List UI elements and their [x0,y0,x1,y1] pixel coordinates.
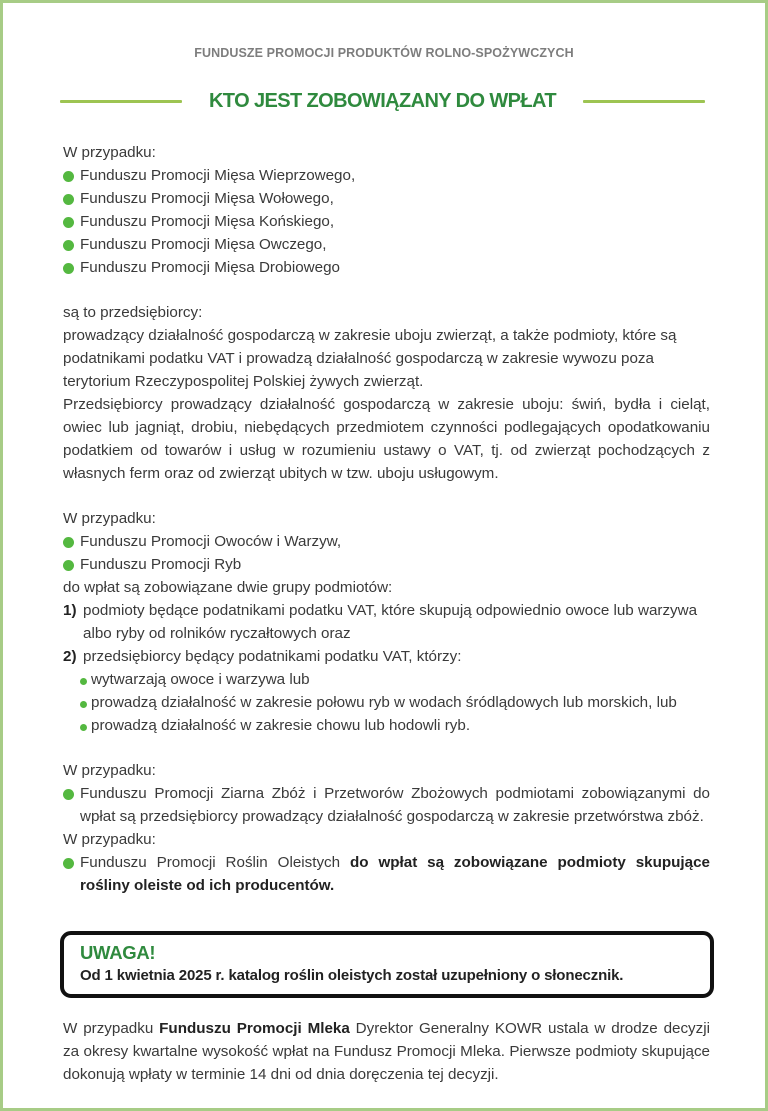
sub-item-text: prowadzą działalność w zakresie połowu ryb w wodach śródlądowych lub morskich, lub [91,694,677,711]
item-text: podmioty będące podatnikami podatku VAT, które skupują odpowiednio owoce lub warzywa albo ryby od rolników ryczałtowych oraz [83,602,698,642]
bullet-icon [63,858,74,869]
title-row [60,90,705,113]
bullet-icon [63,171,74,182]
milk-text: Dyrektor Generalny KOWR ustala w drodze decyzji za okresy kwartalne wysokość wpłat na Fundusz Promocji Mleka. Pierwsze podmioty skupujące dokonują wpłaty w terminie 14 dni od dnia doręczenia tej decyzji. [63,1020,710,1083]
numbered-item [63,599,710,645]
sub-list-item [63,714,710,737]
list-item [63,782,710,828]
title-rule-right [583,100,705,103]
list-item [63,530,710,553]
bullet-icon [63,240,74,251]
fund-name: Funduszu Promocji Mięsa Wołowego, [80,190,334,207]
list-item [63,233,710,256]
bullet-icon [63,537,74,548]
bullet-icon [63,789,74,800]
main-content [63,141,710,897]
bullet-icon [63,560,74,571]
section-grain-fund [63,759,710,828]
section-intro: W przypadku: [63,762,156,779]
notice-title: UWAGA! [80,942,156,963]
list-item [63,553,710,576]
notice-text: Od 1 kwietnia 2025 r. katalog roślin oleistych został uzupełniony o słonecznik. [80,967,624,984]
bullet-icon [63,194,74,205]
notice-box [60,931,714,998]
section-oilseed-fund [63,828,710,897]
paragraph: prowadzący działalność gospodarczą w zakresie uboju zwierząt, a także podmioty, które są podatnikami podatku VAT i prowadzą działalność gospodarczą w zakresie wywozu poza terytorium Rzeczypospolitej Polskiej żywych zwierząt. [63,327,677,390]
fund-name: Funduszu Promocji Mięsa Owczego, [80,236,327,253]
item-text: przedsiębiorcy będący podatnikami podatku VAT, którzy: [83,648,462,665]
bullet-icon [63,263,74,274]
fund-name: Funduszu Promocji Owoców i Warzyw, [80,533,342,550]
small-bullet-icon [80,724,87,731]
section-intro: W przypadku: [63,144,156,161]
section-lead: są to przedsiębiorcy: [63,304,203,321]
small-bullet-icon [80,678,87,685]
section-meat-funds [63,141,710,485]
fund-bold-text: do wpłat są zobowiązane podmioty skupujące rośliny oleiste od ich producentów. [80,854,710,894]
section-milk-fund [63,1017,710,1086]
milk-prefix: W przypadku [63,1020,160,1037]
document-supertitle: FUNDUSZE PROMOCJI PRODUKTÓW ROLNO-SPOŻYWCZYCH [194,46,574,60]
numbered-item [63,645,710,668]
page-title: KTO JEST ZOBOWIĄZANY DO WPŁAT [208,90,557,112]
section-lead: do wpłat są zobowiązane dwie grupy podmiotów: [63,579,393,596]
fund-name: Funduszu Promocji Mięsa Wieprzowego, [80,167,356,184]
sub-list-item [63,691,710,714]
sub-list-item [63,668,710,691]
fund-name: Funduszu Promocji Mięsa Końskiego, [80,213,335,230]
fund-name: Funduszu Promocji Roślin Oleistych [80,854,341,871]
list-item [63,164,710,187]
title-rule-left [60,100,182,103]
list-item [63,851,710,897]
small-bullet-icon [80,701,87,708]
section-fruit-fish-funds [63,507,710,737]
list-item [63,256,710,279]
section-intro: W przypadku: [63,831,156,848]
milk-fund-name: Funduszu Promocji Mleka [159,1020,350,1037]
fund-name: Funduszu Promocji Ryb [80,556,242,573]
item-number: 2) [63,648,77,665]
bullet-icon [63,217,74,228]
fund-name: Funduszu Promocji Mięsa Drobiowego [80,259,340,276]
list-item [63,210,710,233]
sub-item-text: wytwarzają owoce i warzywa lub [91,671,310,688]
item-number: 1) [63,602,77,619]
paragraph: Przedsiębiorcy prowadzący działalność gospodarczą w zakresie uboju: świń, bydła i cieląt, owiec lub jagniąt, drobiu, niebędących przedmiotem czynności podlegających opodatkowaniu podatkiem od towarów i usług w rozumieniu ustawy o VAT, tj. od zwierząt pochodzących z własnych ferm oraz od zwierząt ubitych w tzw. uboju usługowym. [63,396,710,482]
sub-item-text: prowadzą działalność w zakresie chowu lub hodowli ryb. [91,717,471,734]
fund-text: Funduszu Promocji Ziarna Zbóż i Przetworów Zbożowych podmiotami zobowiązanymi do wpłat są przedsiębiorcy prowadzący działalność gospodarczą w zakresie przetwórstwa zbóż. [80,785,710,825]
section-intro: W przypadku: [63,510,156,527]
list-item [63,187,710,210]
